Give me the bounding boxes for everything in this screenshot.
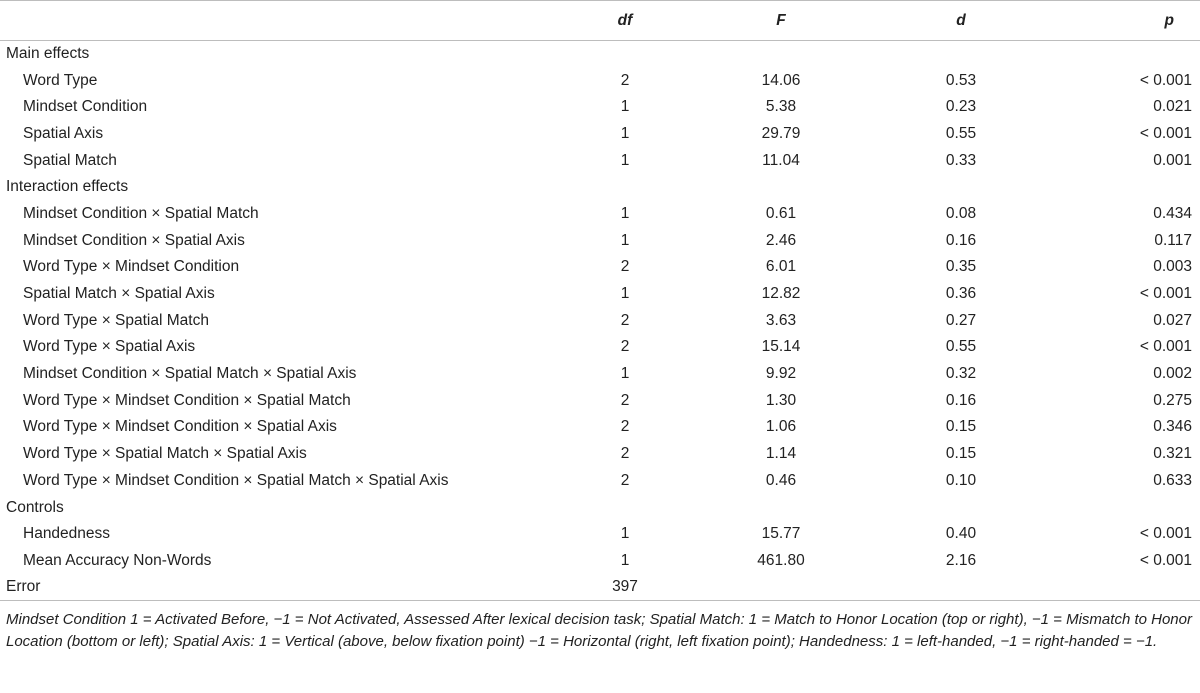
- table-row: [0, 361, 1200, 388]
- cell-d: 0.33: [945, 151, 977, 169]
- cell-df: 1: [620, 204, 630, 222]
- cell-d: 0.15: [945, 418, 977, 436]
- cell-p: 0.001: [1153, 151, 1192, 169]
- cell-f: 11.04: [762, 151, 800, 169]
- cell-f: 29.79: [761, 124, 801, 142]
- cell-d: 0.55: [945, 124, 977, 142]
- row-label: Mean Accuracy Non-Words: [23, 551, 212, 569]
- cell-p: 0.003: [1153, 258, 1192, 276]
- cell-d: [872, 174, 1050, 201]
- row-label: Word Type × Mindset Condition × Spatial Match × Spatial Axis: [23, 471, 449, 489]
- table-row: [0, 147, 1200, 174]
- cell-p: [1050, 494, 1200, 521]
- cell-f: 5.38: [765, 98, 797, 116]
- row-label: Word Type × Spatial Match: [23, 311, 209, 329]
- cell-p: 0.633: [1153, 471, 1192, 489]
- cell-p: < 0.001: [1139, 71, 1192, 89]
- cell-df: 1: [620, 151, 630, 169]
- row-label: Word Type × Mindset Condition × Spatial Axis: [23, 418, 337, 436]
- cell-df: 2: [620, 338, 630, 356]
- cell-df: 1: [620, 98, 630, 116]
- table-row: [0, 281, 1200, 308]
- cell-d: [872, 494, 1050, 521]
- cell-p: < 0.001: [1139, 551, 1192, 569]
- cell-p: < 0.001: [1139, 124, 1192, 142]
- cell-d: [872, 574, 1050, 601]
- table-row: [0, 307, 1200, 334]
- cell-f: 2.46: [765, 231, 797, 249]
- cell-f: 6.01: [765, 258, 797, 276]
- cell-f: [690, 174, 872, 201]
- cell-df: 2: [620, 418, 630, 436]
- cell-df: [560, 174, 690, 201]
- cell-f: [690, 41, 872, 68]
- cell-p: 0.346: [1153, 418, 1192, 436]
- cell-df: 2: [620, 391, 630, 409]
- cell-p: < 0.001: [1139, 338, 1192, 356]
- table-row: [0, 414, 1200, 441]
- row-label: Word Type × Mindset Condition × Spatial Match: [23, 391, 351, 409]
- row-label: Word Type × Spatial Axis: [23, 338, 196, 356]
- row-label: Controls: [6, 498, 64, 516]
- cell-df: 2: [620, 71, 630, 89]
- row-label: Interaction effects: [6, 178, 129, 196]
- row-label: Main effects: [6, 45, 90, 63]
- table-row: [0, 227, 1200, 254]
- cell-df: [560, 494, 690, 521]
- header-df: df: [560, 1, 690, 41]
- cell-d: 0.10: [945, 471, 977, 489]
- cell-d: 0.27: [945, 311, 977, 329]
- cell-d: 0.36: [945, 285, 977, 303]
- row-label: Mindset Condition × Spatial Match: [23, 204, 259, 222]
- row-label: Mindset Condition × Spatial Match × Spatial Axis: [23, 365, 357, 383]
- cell-df: 2: [620, 445, 630, 463]
- table-row: [0, 548, 1200, 575]
- header-label: [0, 1, 560, 41]
- cell-f: [690, 574, 872, 601]
- cell-f: 15.77: [761, 525, 801, 543]
- cell-f: 461.80: [757, 551, 805, 569]
- cell-df: 1: [620, 525, 630, 543]
- cell-d: 0.15: [945, 445, 977, 463]
- table-body: [0, 41, 1200, 601]
- cell-p: 0.117: [1154, 231, 1192, 249]
- cell-p: 0.321: [1153, 445, 1192, 463]
- table-row: [0, 67, 1200, 94]
- cell-p: 0.027: [1153, 311, 1192, 329]
- cell-p: < 0.001: [1139, 285, 1192, 303]
- cell-d: 0.55: [945, 338, 977, 356]
- cell-f: [690, 494, 872, 521]
- table-row: [0, 121, 1200, 148]
- cell-f: 1.06: [765, 418, 797, 436]
- cell-df: 397: [560, 574, 690, 601]
- cell-df: [560, 41, 690, 68]
- row-label: Mindset Condition × Spatial Axis: [23, 231, 245, 249]
- cell-d: 2.16: [945, 551, 977, 569]
- row-label: Error: [0, 574, 560, 601]
- error-row: [0, 574, 1200, 601]
- row-label: Word Type × Spatial Match × Spatial Axis: [23, 445, 307, 463]
- cell-p: 0.002: [1153, 365, 1192, 383]
- cell-f: 15.14: [761, 338, 801, 356]
- cell-df: 2: [620, 311, 630, 329]
- cell-df: 1: [620, 285, 630, 303]
- row-label: Handedness: [23, 525, 111, 543]
- cell-df: 1: [620, 124, 630, 142]
- cell-d: 0.32: [945, 365, 977, 383]
- table-row: [0, 254, 1200, 281]
- cell-df: 1: [620, 551, 630, 569]
- table-footnote: Mindset Condition 1 = Activated Before, −1 = Not Activated, Assessed After lexical decision task; Spatial Match: 1 = Match to Honor Location (top or right), −1 = Mismatch to Honor Location (bottom or left); Spatial Axis: 1 = Vertical (above, below fixation point) −1 = Horizontal (right, left fixation point); Handedness: 1 = left-handed, −1 = right-handed = −1.: [6, 611, 1192, 650]
- cell-d: 0.40: [945, 525, 977, 543]
- row-label: Mindset Condition: [23, 98, 148, 116]
- cell-df: 1: [620, 231, 630, 249]
- header-d: d: [872, 1, 1050, 41]
- cell-df: 1: [620, 365, 630, 383]
- cell-p: 0.434: [1153, 204, 1192, 222]
- cell-f: 1.14: [765, 445, 797, 463]
- cell-f: 9.92: [765, 365, 797, 383]
- table-row: [0, 468, 1200, 495]
- table-row: [0, 521, 1200, 548]
- row-label: Word Type: [23, 71, 98, 89]
- header-f: F: [690, 1, 872, 41]
- section-row-main-effects: [0, 41, 1200, 68]
- row-label: Spatial Match × Spatial Axis: [23, 285, 215, 303]
- header-p: p: [1050, 1, 1200, 41]
- cell-d: 0.53: [945, 71, 977, 89]
- cell-df: 2: [620, 258, 630, 276]
- header-row: [0, 1, 1200, 41]
- cell-p: [1050, 41, 1200, 68]
- row-label: Word Type × Mindset Condition: [23, 258, 240, 276]
- cell-f: 0.46: [765, 471, 797, 489]
- table-row: [0, 94, 1200, 121]
- cell-p: [1050, 174, 1200, 201]
- cell-f: 12.82: [761, 285, 801, 303]
- cell-d: 0.16: [945, 391, 977, 409]
- section-row-interaction-effects: [0, 174, 1200, 201]
- row-label: Spatial Match: [23, 151, 117, 169]
- cell-f: 14.06: [761, 71, 801, 89]
- cell-f: 3.63: [765, 311, 797, 329]
- cell-d: 0.16: [945, 231, 977, 249]
- cell-d: [872, 41, 1050, 68]
- cell-d: 0.08: [945, 204, 977, 222]
- cell-f: 1.30: [765, 391, 797, 409]
- cell-p: 0.275: [1153, 391, 1192, 409]
- table-header: [0, 1, 1200, 41]
- table-row: [0, 334, 1200, 361]
- table-row: [0, 441, 1200, 468]
- cell-df: 2: [620, 471, 630, 489]
- cell-p: [1050, 574, 1200, 601]
- table-row: [0, 201, 1200, 228]
- cell-p: 0.021: [1153, 98, 1192, 116]
- cell-d: 0.23: [945, 98, 977, 116]
- cell-d: 0.35: [945, 258, 977, 276]
- cell-p: < 0.001: [1139, 525, 1192, 543]
- row-label: Spatial Axis: [23, 124, 104, 142]
- table-row: [0, 387, 1200, 414]
- cell-f: 0.61: [765, 204, 797, 222]
- section-row-controls: [0, 494, 1200, 521]
